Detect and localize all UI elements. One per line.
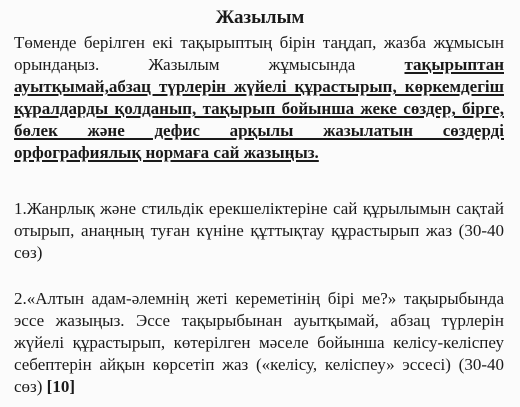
score-label: [10] xyxy=(46,377,75,396)
task-2-text: 2.«Алтын адам-әлемнің жеті кереметінің бірі ме?» тақырыбында эссе жазыңыз. Эссе тақырыбынан ауытқымай, абзац түрлерін жүйелі құрастырып, көтерілген мәселе бойынша келісу-келіспеу себептерін айқын көрсетіп жаз («келісу, келіспеу» эссесі) (30-40 сөз) xyxy=(14,289,504,396)
task-1-text: 1.Жанрлық және стильдік ерекшеліктеріне сай құрылымын сақтай отырып, анаңның туған күніне құттықтау құрастырып жаз (30-40 сөз) xyxy=(14,199,504,262)
instructions-paragraph xyxy=(14,32,504,164)
instructions-text: Төменде берілген екі тақырыптың бірін таңдап, жазба жұмысын орындаңыз. Жазылым жұмысында xyxy=(14,33,504,74)
task-1 xyxy=(14,198,504,264)
instructions-emphasis: тақырыптан ауытқымай,абзац түрлерін жүйелі құрастырып, көркемдегіш құралдарды қолданып, тақырып бойынша жеке сөздер, бірге, бөлек және дефис арқылы жазылатын сөздерді орфографиялық нормаға сай жазыңыз. xyxy=(14,55,504,162)
page-title: Жазылым xyxy=(215,7,305,28)
task-2 xyxy=(14,288,504,398)
